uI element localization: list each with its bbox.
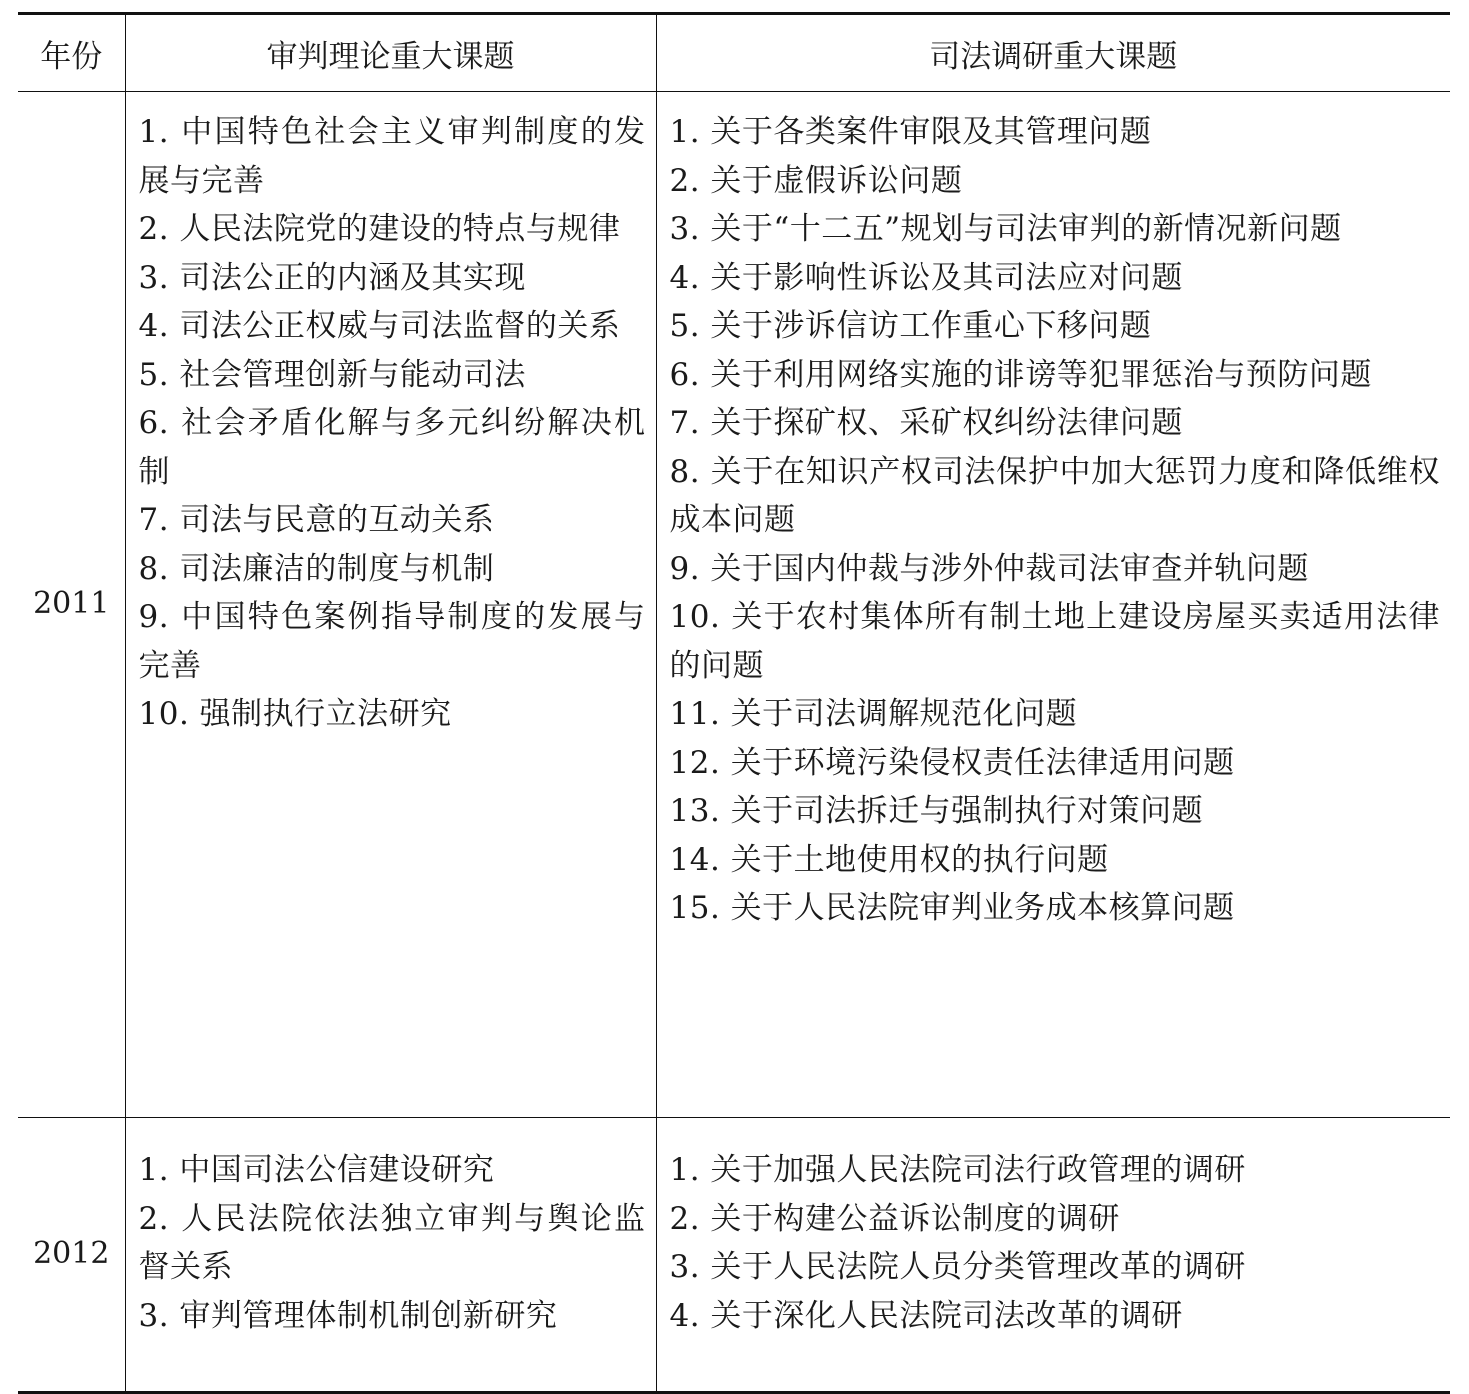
theory-topic-item: 10. 强制执行立法研究: [138, 696, 452, 732]
research-topic-item: 10. 关于农村集体所有制土地上建设房屋买卖适用法律的问题: [669, 599, 1440, 684]
header-theory-topics: 审判理论重大课题: [125, 14, 656, 92]
research-topic-item: 14. 关于土地使用权的执行问题: [669, 841, 1109, 878]
research-topic-item: 9. 关于国内仲裁与涉外仲裁司法审查并轨问题: [669, 550, 1309, 587]
theory-topics-cell: [125, 1118, 656, 1393]
header-research-topics: 司法调研重大课题: [656, 14, 1450, 92]
research-topics-cell: [656, 1118, 1450, 1393]
year-cell: 2012: [18, 1118, 125, 1393]
theory-topic-item: 5. 社会管理创新与能动司法: [138, 356, 526, 393]
table-header: [18, 14, 1450, 92]
research-topic-item: 8. 关于在知识产权司法保护中加大惩罚力度和降低维权成本问题: [669, 453, 1440, 538]
theory-topic-item: 9. 中国特色案例指导制度的发展与完善: [138, 599, 646, 684]
topics-table: [18, 12, 1450, 1394]
research-topic-item: 3. 关于“十二五”规划与司法审判的新情况新问题: [669, 211, 1342, 247]
table-body: [18, 92, 1450, 1393]
table-row-2011: [18, 92, 1450, 1118]
theory-topic-item: 6. 社会矛盾化解与多元纠纷解决机制: [138, 405, 646, 490]
header-row: [18, 14, 1450, 92]
theory-topic-item: 1. 中国司法公信建设研究: [138, 1152, 495, 1188]
year-cell: 2011: [18, 92, 125, 1118]
research-topic-item: 11. 关于司法调解规范化问题: [669, 696, 1078, 732]
theory-topic-item: 1. 中国特色社会主义审判制度的发展与完善: [138, 114, 646, 199]
topics-table-container: [18, 12, 1450, 1394]
research-topic-item: 1. 关于各类案件审限及其管理问题: [669, 114, 1152, 150]
research-topic-item: 4. 关于影响性诉讼及其司法应对问题: [669, 259, 1183, 296]
theory-topic-item: 4. 司法公正权威与司法监督的关系: [138, 308, 621, 344]
research-topic-item: 12. 关于环境污染侵权责任法律适用问题: [669, 744, 1235, 781]
research-topics-cell: [656, 92, 1450, 1118]
research-topic-item: 5. 关于涉诉信访工作重心下移问题: [669, 308, 1152, 344]
theory-topic-item: 2. 人民法院党的建设的特点与规律: [138, 211, 621, 247]
table-row-2012: [18, 1118, 1450, 1393]
research-topic-item: 1. 关于加强人民法院司法行政管理的调研: [669, 1152, 1246, 1188]
header-year: 年份: [18, 14, 125, 92]
theory-topic-item: 2. 人民法院依法独立审判与舆论监督关系: [138, 1200, 646, 1285]
theory-topic-item: 3. 司法公正的内涵及其实现: [138, 259, 526, 296]
research-topic-item: 2. 关于虚假诉讼问题: [669, 162, 963, 199]
research-topic-item: 3. 关于人民法院人员分类管理改革的调研: [669, 1249, 1246, 1285]
research-topic-item: 7. 关于探矿权、采矿权纠纷法律问题: [669, 405, 1183, 441]
theory-topic-item: 3. 审判管理体制机制创新研究: [138, 1297, 558, 1334]
research-topic-item: 15. 关于人民法院审判业务成本核算问题: [669, 890, 1235, 926]
research-topic-item: 13. 关于司法拆迁与强制执行对策问题: [669, 793, 1204, 829]
theory-topic-item: 7. 司法与民意的互动关系: [138, 502, 495, 538]
research-topic-item: 2. 关于构建公益诉讼制度的调研: [669, 1200, 1120, 1237]
theory-topic-item: 8. 司法廉洁的制度与机制: [138, 550, 495, 587]
theory-topics-cell: [125, 92, 656, 1118]
research-topic-item: 6. 关于利用网络实施的诽谤等犯罪惩治与预防问题: [669, 356, 1372, 393]
research-topic-item: 4. 关于深化人民法院司法改革的调研: [669, 1297, 1183, 1334]
